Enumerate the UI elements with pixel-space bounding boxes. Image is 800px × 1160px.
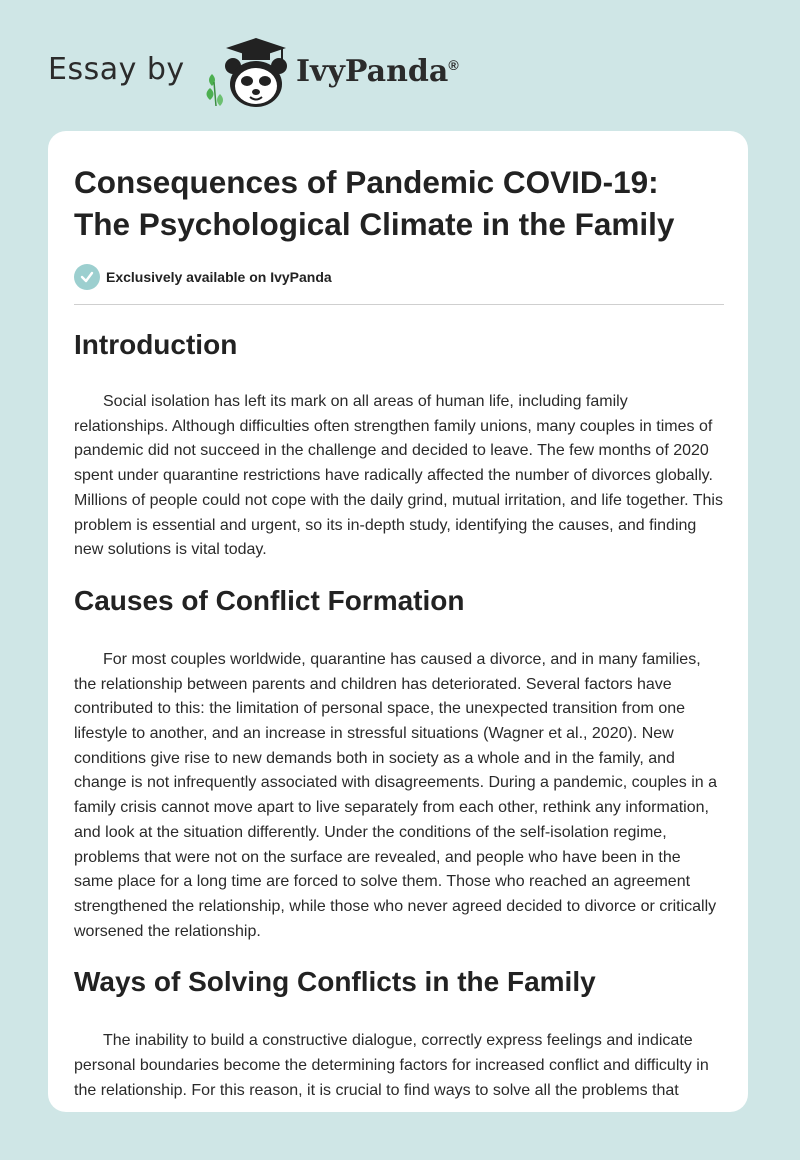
exclusive-badge [74,263,724,291]
title-line-2: The Psychological Climate in the Family [74,206,675,242]
section-heading-ways: Ways of Solving Conflicts in the Family [74,966,596,998]
divider [74,304,724,305]
section-body-causes: For most couples worldwide, quarantine has caused a divorce, and in many families, the relationship between parents and children has deteriorated. Several factors have contributed to this: the limitation of personal space, the unexpected transition from one lifestyle to another, and an increase in stressful situations (Wagner et al., 2020). New conditions give rise to new demands both in society as a whole and in the family, and change is not infrequently associated with disagreements. During a pandemic, couples in a family crisis cannot move apart to live separately from each other, rethink any information, and look at the situation differently. Under the conditions of the self-isolation regime, problems that were not on the surface are revealed, and people who have been in the same place for a long time are forced to solve them. Those who reached an agreement strengthened the relationship, while those who never agreed decided to divorce or critically worsened the relationship. [74,650,718,940]
panda-logo-icon[interactable] [202,34,290,110]
section-heading-causes: Causes of Conflict Formation [74,584,465,616]
site-header [48,34,508,114]
ivy-leaf-icon [207,74,224,106]
essay-title [74,161,724,245]
title-line-1: Consequences of Pandemic COVID-19: [74,164,659,200]
section-heading-introduction: Introduction [74,329,238,360]
essay-by-label: Essay by [48,52,185,87]
exclusive-badge-label: Exclusively available on IvyPanda [106,269,332,285]
essay-card [48,131,748,1112]
section-body-introduction: Social isolation has left its mark on all areas of human life, including family relationships. Although difficulties often strengthen family unions, many couples in times of pandemic did not succeed in the challenge and decided to leave. The few months of 2020 spent under quarantine restrictions have radically affected the number of divorces globally. Millions of people could not cope with the daily grind, mutual irritation, and life together. This problem is essential and urgent, so its in-depth study, identifying the causes, and finding new solutions is vital today. [74,393,723,559]
brand-name[interactable]: IvyPanda® [296,54,459,89]
checkmark-icon [74,264,100,290]
essay-content [74,161,724,1103]
section-body-ways: The inability to build a constructive dialogue, correctly express feelings and indicate personal boundaries become the determining factors for increased conflict and difficulty in the relationship. For this reason, it is crucial to find ways to solve all the problems that [74,1032,709,1099]
